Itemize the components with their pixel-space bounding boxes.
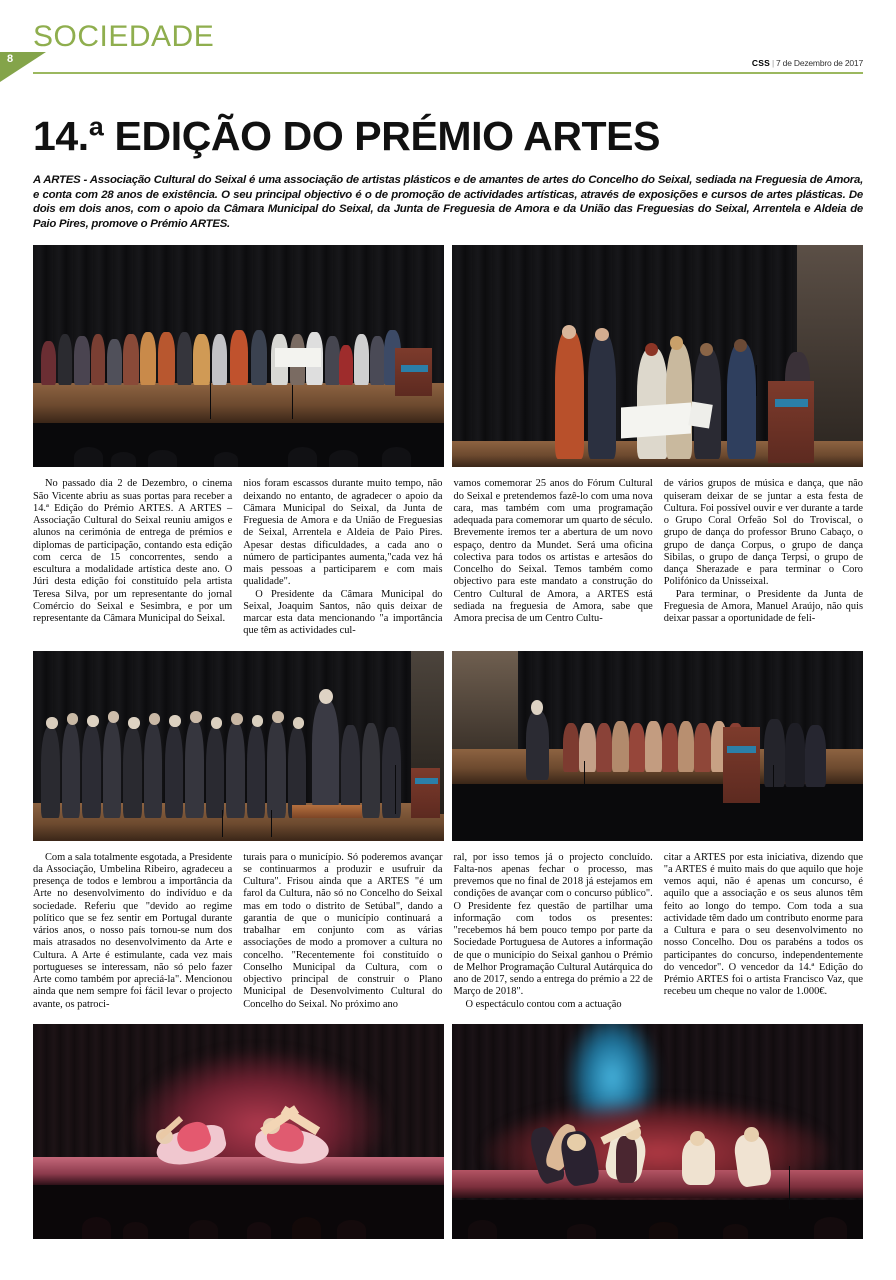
photo-choir-group-stage <box>452 651 863 841</box>
masthead-separator: | <box>771 58 774 68</box>
article-body-block-bottom <box>33 852 863 1011</box>
body-column-5 <box>33 852 232 1011</box>
paragraph: citar a ARTES por esta iniciativa, dizendo que "a ARTES é muito mais do que aquilo que hoje vemos aqui, não é apenas um concurso, é aquilo que a associação e os seus alunos têm feito ao longo do tempo. Com toda a sua actividade têm dado um contributo enorme para a Cultura e para o seu desenvolvimento no nosso Concelho. Dou os parabéns a todos os participantes do concurso, independentemente do vencedor". O vencedor da 14.ª Edição do Prémio ARTES foi o artista Francisco Vaz, que recebeu um cheque no valor de 1.000€. <box>663 851 863 998</box>
publication-date: 7 de Dezembro de 2017 <box>775 58 863 68</box>
paragraph: turais para o município. Só poderemos avançar se continuarmos a produzir e usufruir da Cultura". Frisou ainda que a ARTES "é um farol da Cultura, não só no Concelho do Seixal mas em todo o distrito de Setúbal", dando a garantia de que o município continuará a trabalhar em conjunto com as várias associações de modo a promover a cultura no concelho. "Recentemente foi constituído o Conselho Municipal da Cultura, com o objectivo principal de construir o Plano Municipal de Desenvolvimento Cultural do Concelho do Seixal. No próximo ano <box>243 851 443 1010</box>
photo-dance-duo <box>33 1024 444 1239</box>
photo-choir-performance <box>33 651 444 841</box>
photo-row-top <box>33 245 863 467</box>
article-standfirst: A ARTES - Associação Cultural do Seixal é uma associação de artistas plásticos e de amantes de artes do Concelho do Seixal, sediada na Freguesia de Amora, e conta com 28 anos de existência. O seu principal objectivo é o de promoção de actividades artísticas, através de exposições e cursos de artes plásticas. De dois em dois anos, com o apoio da Câmara Municipal do Seixal, da Junta de Freguesia de Amora e da União das Freguesias do Seixal, Arrentela e Aldeia de Paio Pires, promove o Prémio ARTES. <box>33 174 863 230</box>
paragraph: vamos comemorar 25 anos do Fórum Cultural do Seixal e pretendemos fazê-lo com uma nova cara, mas também com uma programação adequada para comemorar um quarto de século. Brevemente iremos ter a abertura de um novo espaço, dentro da Mundet. Será uma oficina colectiva para todos os artistas e artesãos do Concelho do Seixal. Temos também como objectivo para este mandato a construção do Centro Cultural de Amora, a ARTES está sediada na freguesia de Amora, sabe que Amora precisa de um Centro Cultu- <box>453 478 653 625</box>
paragraph: nios foram escassos durante muito tempo, não deixando no entanto, de agradecer o apoio da Câmara Municipal do Seixal, da Junta de Freguesia de Amora e da União de Freguesias de Seixal, Arrentela e Aldeia de Paio Pires. Apesar destas dificuldades, a cada ano o número de participantes aumenta,"cada vez há mais pessoas a participarem e com mais qualidade". <box>243 478 443 588</box>
body-column-8 <box>664 852 863 1011</box>
page-number-flag <box>0 52 46 82</box>
paragraph: Com a sala totalmente esgotada, a Presidente da Associação, Umbelina Ribeiro, agradeceu a presença de todos e lembrou a importância da Arte no desenvolvimento do indivíduo e da sociedade. Referiu que "devido ao regime político que se fez sentir em Portugal durante vários anos, o nosso país tornou-se num dos mais atrasados no desenvolvimento da Arte e Cultura. A Arte é estimulante, cada vez mais portugueses se interessam, não só pelo fazer Arte como também por apreciá-la". Mencionou ainda que nem sempre foi fácil levar o projecto avante, os patroci- <box>33 851 233 1010</box>
body-column-3 <box>454 478 653 637</box>
body-column-4 <box>664 478 863 637</box>
photo-award-ceremony-group <box>33 245 444 467</box>
paragraph: No passado dia 2 de Dezembro, o cinema São Vicente abriu as suas portas para receber a 14.ª Edição do Prémio ARTES. A ARTES – Associação Cultural do Seixal reuniu amigos e alunos na cerimónia de entrega de prémios e diplomas de participação, contando esta edição com cerca de 15 concorrentes, sendo a escultura a modalidade artística deste ano. O Júri desta edição foi constituído pela artista Teresa Silva, por um representante do jornal Comércio do Seixal e Sesimbra, e por um representante da Câmara Municipal do Seixal. <box>33 478 233 625</box>
photo-row-bottom <box>33 1024 863 1239</box>
page-title: 14.ª EDIÇÃO DO PRÉMIO ARTES <box>33 113 661 159</box>
article-body-block-top <box>33 478 863 637</box>
section-title: SOCIEDADE <box>33 20 215 53</box>
page-number: 8 <box>7 53 14 65</box>
body-column-2 <box>243 478 442 637</box>
body-column-6 <box>243 852 442 1011</box>
photo-award-handover <box>452 245 863 467</box>
publication-brand: CSS <box>751 58 770 68</box>
body-column-1 <box>33 478 232 637</box>
photo-dance-group <box>452 1024 863 1239</box>
photo-row-middle <box>33 651 863 841</box>
paragraph: de vários grupos de música e dança, que não quiseram deixar de se juntar a esta festa de Cultura. Foi possível ouvir e ver durante a tarde o Grupo Coral Orfeão Sol do Troviscal, o grupo de dança do professor Bruno Cabaço, o grupo de dança Corpus, o grupo de dança Sibilas, o grupo de dança Terpsi, o grupo de dança Sherazade e para terminar o Coro Polifónico da Unisseixal. <box>663 478 863 588</box>
paragraph: O Presidente da Câmara Municipal do Seixal, Joaquim Santos, não quis deixar de marcar esta data mencionando "a importância que têm as actividades cul- <box>243 588 443 637</box>
body-column-7 <box>454 852 653 1011</box>
masthead-divider <box>33 72 863 74</box>
paragraph: ral, por isso temos já o projecto concluído. Falta-nos apenas fechar o processo, mas prevemos que no final de 2018 já estejamos em condições de avançar com o concurso público". O Presidente fez questão de partilhar uma informação com todos os presentes: "recebemos há bem pouco tempo por parte da Sociedade Portuguesa de Autores a informação de que o município do Seixal ganhou o Prémio de Melhor Programação Cultural Autárquica do ano de 2017, sendo a entrega do prémio a 22 de Março de 2018". <box>453 851 653 998</box>
paragraph: O espectáculo contou com a actuação <box>465 998 622 1010</box>
masthead <box>33 20 863 78</box>
paragraph: Para terminar, o Presidente da Junta de Freguesia de Amora, Manuel Araújo, não quis deixar passar a oportunidade de feli- <box>663 588 863 625</box>
masthead-meta <box>752 58 863 68</box>
